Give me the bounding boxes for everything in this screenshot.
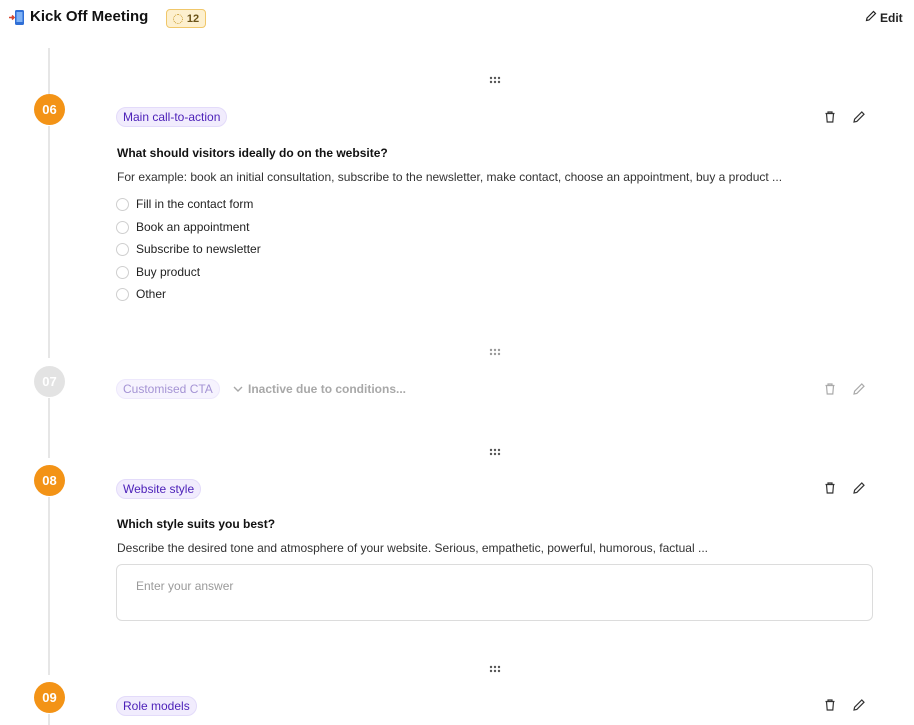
question-text: Which style suits you best? <box>117 517 276 531</box>
answer-input[interactable] <box>136 579 836 593</box>
inactive-conditions-toggle[interactable] <box>233 382 406 396</box>
radio-option[interactable] <box>116 264 200 280</box>
edit-label: Edit <box>880 10 903 25</box>
chevron-down-icon <box>233 385 243 393</box>
radio-button[interactable] <box>116 198 129 211</box>
delete-button[interactable] <box>823 110 839 126</box>
badge-count: 12 <box>186 12 200 25</box>
question-text: What should visitors ideally do on the website? <box>117 146 388 160</box>
pencil-icon <box>852 382 866 396</box>
radio-option[interactable] <box>116 241 261 257</box>
loading-icon <box>173 14 183 24</box>
timeline-line <box>48 714 50 725</box>
option-label: Fill in the contact form <box>136 197 254 211</box>
trash-icon <box>823 382 837 396</box>
radio-option[interactable] <box>116 286 166 302</box>
trash-icon <box>823 481 837 495</box>
pencil-icon <box>852 110 866 124</box>
radio-option[interactable] <box>116 219 249 235</box>
delete-button[interactable] <box>823 382 839 398</box>
edit-question-button[interactable] <box>852 382 868 398</box>
question-description: For example: book an initial consultation, subscribe to the newsletter, make contact, choose an appointment, buy a product ... <box>117 170 783 184</box>
option-label: Subscribe to newsletter <box>136 242 261 256</box>
delete-button[interactable] <box>823 481 839 497</box>
radio-button[interactable] <box>116 266 129 279</box>
header <box>0 0 914 36</box>
answer-field[interactable] <box>116 564 873 621</box>
option-label: Buy product <box>136 265 201 279</box>
timeline-line <box>48 48 50 94</box>
radio-option[interactable] <box>116 196 253 212</box>
edit-question-button[interactable] <box>852 698 868 714</box>
edit-question-button[interactable] <box>852 110 868 126</box>
progress-count-badge <box>166 9 206 28</box>
inactive-note-text: Inactive due to conditions... <box>248 382 407 396</box>
question-tag: Role models <box>116 696 197 716</box>
step-number: 08 <box>34 465 65 496</box>
question-description: Describe the desired tone and atmosphere of your website. Serious, empathetic, powerful, humorous, factual ... <box>117 541 708 555</box>
mobile-app-icon <box>9 9 25 26</box>
radio-button[interactable] <box>116 221 129 234</box>
step-number: 09 <box>34 682 65 713</box>
timeline-line <box>48 398 50 458</box>
timeline-line <box>48 126 50 358</box>
step-number: 06 <box>34 94 65 125</box>
drag-handle-icon[interactable] <box>489 448 501 456</box>
drag-handle-icon[interactable] <box>489 76 501 84</box>
page-title: Kick Off Meeting <box>30 8 149 25</box>
drag-handle-icon[interactable] <box>489 348 501 356</box>
drag-handle-icon[interactable] <box>489 665 501 673</box>
question-tag: Main call-to-action <box>116 107 227 127</box>
question-tag: Customised CTA <box>116 379 220 399</box>
trash-icon <box>823 698 837 712</box>
edit-question-button[interactable] <box>852 481 868 497</box>
timeline-line <box>48 497 50 675</box>
question-tag: Website style <box>116 479 201 499</box>
edit-button[interactable] <box>865 10 903 25</box>
trash-icon <box>823 110 837 124</box>
option-label: Book an appointment <box>136 220 250 234</box>
pencil-icon <box>852 698 866 712</box>
delete-button[interactable] <box>823 698 839 714</box>
pencil-icon <box>852 481 866 495</box>
option-label: Other <box>136 287 167 301</box>
radio-button[interactable] <box>116 288 129 301</box>
radio-button[interactable] <box>116 243 129 256</box>
pencil-icon <box>865 10 877 25</box>
step-number: 07 <box>34 366 65 397</box>
